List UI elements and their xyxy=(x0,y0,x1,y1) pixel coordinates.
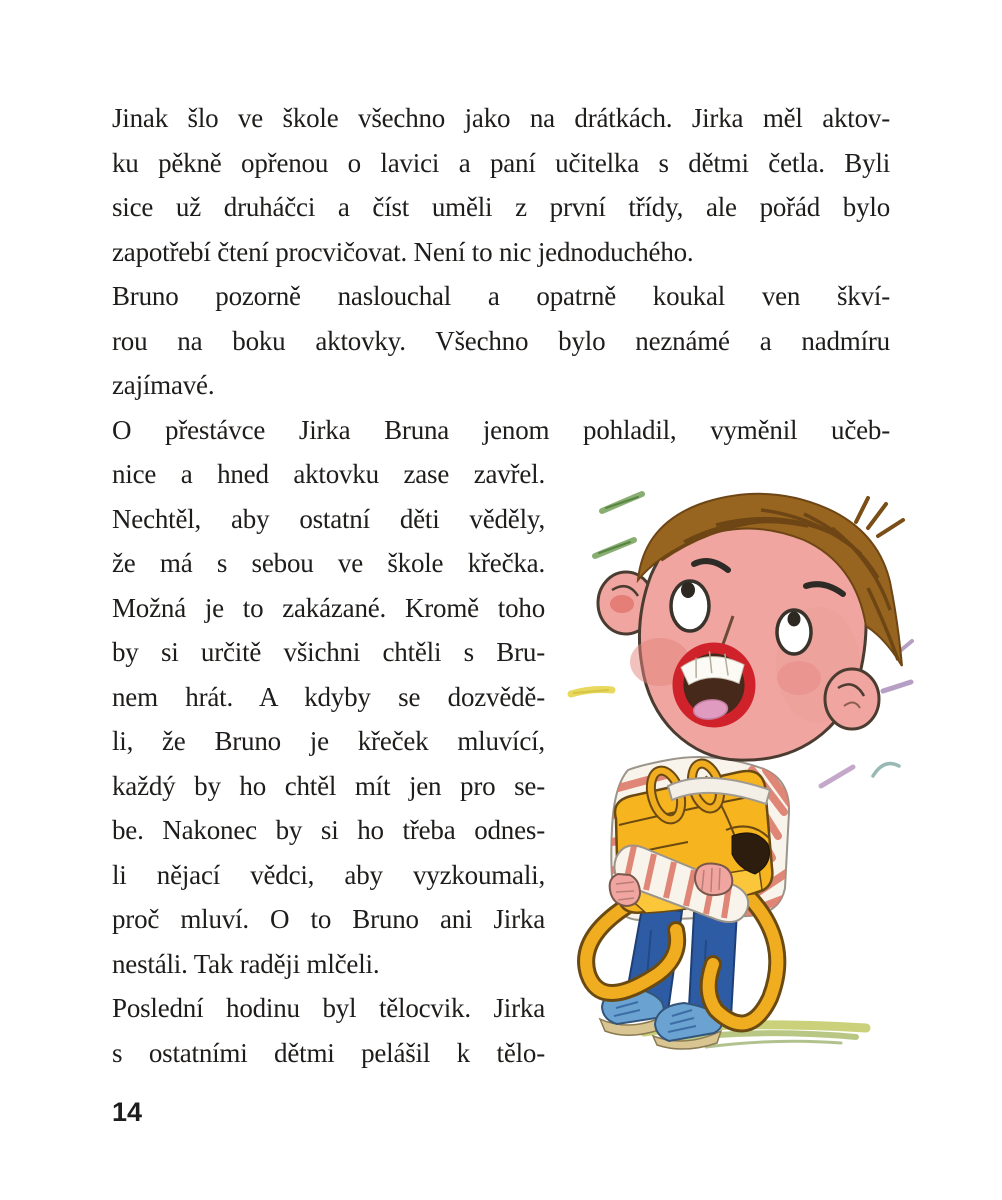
text-line: Bruno pozorně naslouchal a opatrně koukal ven škví- xyxy=(112,281,890,311)
open-mouth xyxy=(674,644,753,725)
text-line: li, že Bruno je křeček mluvící, xyxy=(112,726,545,756)
text-line: proč mluví. O to Bruno ani Jirka xyxy=(112,904,545,934)
text-line: O přestávce Jirka Bruna jenom pohladil, vyměnil učeb- xyxy=(112,414,890,445)
text-line: by si určitě všichni chtěli s Bru- xyxy=(112,637,545,667)
text-line: Poslední hodinu byl tělocvik. Jirka xyxy=(112,993,545,1023)
text-line: zajímavé. xyxy=(112,370,215,400)
text-line: Jinak šlo ve škole všechno jako na drátkách. Jirka měl aktov- xyxy=(112,103,890,133)
text-line: be. Nakonec by si ho třeba odnes- xyxy=(112,815,545,845)
hair-tuft xyxy=(856,498,903,536)
right-pupil xyxy=(788,612,801,627)
right-cheek-blush xyxy=(777,661,821,695)
text-line: Možná je to zakázané. Kromě toho xyxy=(112,592,545,623)
boy-head xyxy=(598,494,903,760)
text-line: Nechtěl, aby ostatní děti věděly, xyxy=(112,503,545,534)
text-line: nestáli. Tak raději mlčeli. xyxy=(112,948,380,979)
right-ear xyxy=(825,669,879,729)
purple-scribble xyxy=(883,682,911,691)
text-line: nem hrát. A kdyby se dozvědě- xyxy=(112,681,545,712)
text-line: li nějací vědci, aby vyzkoumali, xyxy=(112,859,545,890)
text-line: sice už druháčci a číst uměli z první třídy, ale pořád bylo xyxy=(112,192,890,222)
purple-scribble xyxy=(821,767,853,786)
text-line: že má s sebou ve škole křečka. xyxy=(112,548,545,578)
text-line: s ostatními dětmi pelášil k tělo- xyxy=(112,1037,545,1068)
right-hand xyxy=(695,864,732,896)
text-line: každý by ho chtěl mít jen pro se- xyxy=(112,770,545,801)
purple-scribble xyxy=(900,641,912,651)
text-line: zapotřebí čtení procvičovat. Není to nic jednoduchého. xyxy=(112,236,694,267)
illustration-boy-hugging-schoolbag xyxy=(556,470,976,1070)
left-pupil xyxy=(681,582,695,598)
text-line: nice a hned aktovku zase zavřel. xyxy=(112,459,545,489)
text-line: rou na boku aktovky. Všechno bylo neznámé a nadmíru xyxy=(112,325,890,356)
text-line: ku pěkně opřenou o lavici a paní učitelka s dětmi četla. Byli xyxy=(112,147,890,178)
teal-scribble xyxy=(873,764,899,776)
left-hand xyxy=(610,874,640,906)
page-number: 14 xyxy=(112,1097,143,1127)
